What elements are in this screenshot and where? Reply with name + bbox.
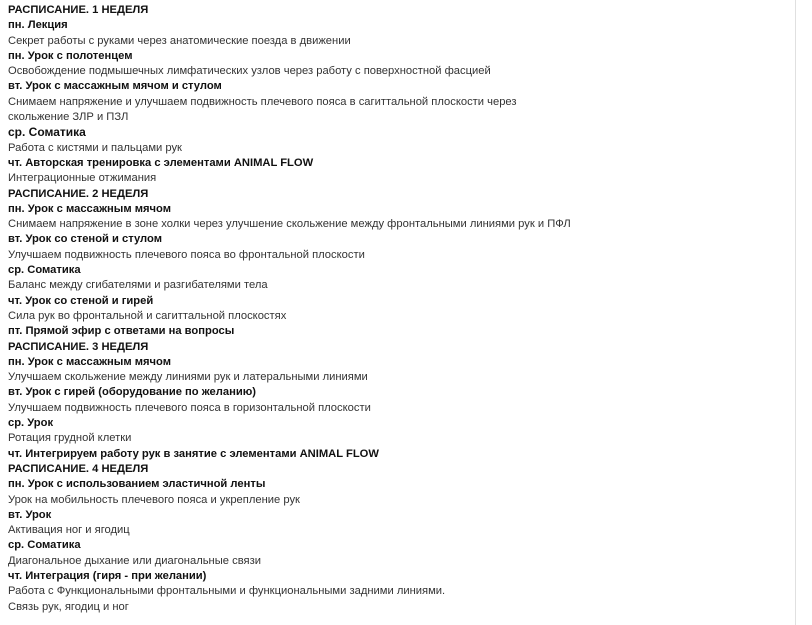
week-4-lesson-2-title: вт. Урок [8, 508, 52, 521]
week-2-lesson-1-title: пн. Урок с массажным мячом [8, 202, 172, 215]
week-2-lesson-2-desc: Улучшаем подвижность плечевого пояса во фронтальной плоскости [8, 248, 365, 261]
week-3-lesson-1-title: пн. Урок с массажным мячом [8, 355, 172, 368]
week-1-lesson-1-desc: Секрет работы с руками через анатомические поезда в движении [8, 34, 351, 47]
week-3-lesson-3-title: ср. Урок [8, 417, 54, 430]
week-1-lesson-2-title: пн. Урок с полотенцем [8, 49, 133, 62]
week-4-lesson-1-title: пн. Урок с использованием эластичной ленты [8, 478, 266, 491]
week-4-lesson-4-title: чт. Интеграция (гиря - при желании) [8, 569, 207, 582]
week-1-lesson-5-title: чт. Авторская тренировка с элементами ANIMAL FLOW [8, 156, 314, 169]
week-3-lesson-4-title: чт. Интегрируем работу рук в занятие с элементами ANIMAL FLOW [8, 447, 379, 460]
week-3-lesson-1-desc: Улучшаем скольжение между линиями рук и латеральными линиями [8, 371, 368, 384]
week-2-lesson-5-title: пт. Прямой эфир с ответами на вопросы [8, 325, 235, 338]
week-2-lesson-1-desc: Снимаем напряжение в зоне холки через улучшение скольжение между фронтальными линиями рук и ПФЛ [8, 218, 571, 231]
week-4-lesson-4-desc-line-2: Связь рук, ягодиц и ног [8, 600, 129, 613]
week-1-lesson-5-desc: Интеграционные отжимания [8, 172, 157, 185]
week-2-lesson-3-desc: Баланс между сгибателями и разгибателями тела [8, 279, 268, 292]
week-1-lesson-3-desc-line-1: Снимаем напряжение и улучшаем подвижность плечевого пояса в сагиттальной плоскости через [8, 95, 517, 108]
week-1-title: РАСПИСАНИЕ. 1 НЕДЕЛЯ [8, 4, 149, 16]
week-1-lesson-1-title: пн. Лекция [8, 19, 68, 32]
week-1-lesson-3-desc-line-2: скольжение ЗЛР и ПЗЛ [8, 111, 129, 124]
week-3-lesson-3-desc: Ротация грудной клетки [8, 432, 132, 445]
week-2-lesson-2-title: вт. Урок со стеной и стулом [8, 233, 162, 246]
week-2-lesson-4-desc: Сила рук во фронтальной и сагиттальной плоскостях [8, 309, 287, 322]
week-4-lesson-3-desc: Диагональное дыхание или диагональные связи [8, 554, 261, 567]
week-1-lesson-4-desc: Работа с кистями и пальцами рук [8, 141, 182, 154]
week-4-lesson-4-desc-line-1: Работа с Функциональными фронтальными и функциональными задними линиями. [8, 585, 446, 598]
week-4-title: РАСПИСАНИЕ. 4 НЕДЕЛЯ [8, 462, 149, 475]
week-1-lesson-2-desc: Освобождение подмышечных лимфатических узлов через работу с поверхностной фасцией [8, 65, 491, 78]
week-2-lesson-4-title: чт. Урок со стеной и гирей [8, 294, 154, 307]
vertical-scrollbar[interactable] [795, 0, 812, 625]
week-3-title: РАСПИСАНИЕ. 3 НЕДЕЛЯ [8, 340, 149, 353]
week-4-lesson-3-title: ср. Соматика [8, 539, 81, 552]
week-3-lesson-2-desc: Улучшаем подвижность плечевого пояса в горизонтальной плоскости [8, 401, 371, 414]
week-4-lesson-2-desc: Активация ног и ягодиц [8, 524, 130, 537]
week-4-lesson-1-desc: Урок на мобильность плечевого пояса и укрепление рук [8, 493, 300, 506]
week-2-title: РАСПИСАНИЕ. 2 НЕДЕЛЯ [8, 187, 149, 200]
week-3-lesson-2-title: вт. Урок с гирей (оборудование по желанию) [8, 386, 256, 399]
week-1-lesson-3-title: вт. Урок с массажным мячом и стулом [8, 80, 222, 93]
week-2-lesson-3-title: ср. Соматика [8, 264, 81, 277]
week-1-lesson-4-title: ср. Соматика [8, 125, 86, 140]
